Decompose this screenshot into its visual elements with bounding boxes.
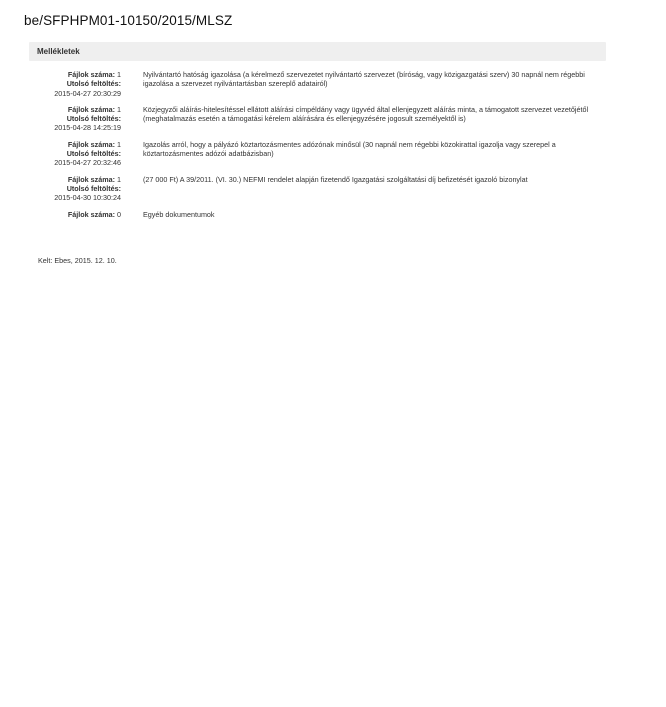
document-reference: be/SFPHPM01-10150/2015/MLSZ <box>24 13 233 28</box>
last-upload-value: 2015-04-28 14:25:19 <box>54 123 121 133</box>
attachment-description: Igazolás arról, hogy a pályázó köztartozásmentes adózónak minősül (30 napnál nem régebbi közokirattal igazolja vagy szerepel a köztartozásmentes adózói adatbázisban) <box>143 139 556 159</box>
files-count-value: 1 <box>117 70 121 79</box>
attachment-row <box>29 175 606 203</box>
last-upload-label: Utolsó feltöltés: <box>66 79 121 89</box>
last-upload-label: Utolsó feltöltés: <box>66 114 121 124</box>
attachment-meta <box>29 175 121 203</box>
signed-date: Kelt: Ebes, 2015. 12. 10. <box>38 256 117 265</box>
files-count-label: Fájlok száma: <box>67 139 115 149</box>
attachment-meta <box>29 105 121 133</box>
last-upload-label: Utolsó feltöltés: <box>66 183 121 193</box>
files-count-label: Fájlok száma: <box>67 104 115 114</box>
attachment-row <box>29 140 606 168</box>
attachment-description: Közjegyzői aláírás-hitelesítéssel ellátott aláírási címpéldány vagy ügyvéd által ellenjegyzett aláírás minta, a támogatott szervezet vezetőjétől (meghatalmazás esetén a támogatási kérelem aláírására és ellenjegyzésére jogosult személyektől is) <box>143 104 589 124</box>
attachment-meta <box>29 70 121 98</box>
attachments-section <box>29 42 606 226</box>
attachment-row <box>29 105 606 133</box>
last-upload-value: 2015-04-30 10:30:24 <box>54 193 121 203</box>
attachment-row <box>29 70 606 98</box>
files-count-value: 0 <box>117 209 121 219</box>
files-count-label: Fájlok száma: <box>67 209 115 219</box>
files-count-value: 1 <box>117 174 121 184</box>
attachment-meta <box>29 140 121 168</box>
attachment-description: Egyéb dokumentumok <box>143 209 215 219</box>
files-count-label: Fájlok száma: <box>67 174 115 184</box>
files-count-label: Fájlok száma: <box>67 70 115 79</box>
files-count-value: 1 <box>117 104 121 114</box>
attachment-description: Nyilvántartó hatóság igazolása (a kérelmező szervezetet nyilvántartó szervezet (bíróság, vagy közigazgatási szerv) 30 napnál nem régebbi igazolása a szervezet nyilvántartásban szereplő adatairól) <box>143 70 585 89</box>
attachments-list <box>29 70 606 219</box>
attachments-header: Mellékletek <box>29 42 606 61</box>
attachment-description: (27 000 Ft) A 39/2011. (VI. 30.) NEFMI rendelet alapján fizetendő Igazgatási szolgáltatási díj befizetését igazoló bizonylat <box>143 174 528 184</box>
attachment-row <box>29 210 606 219</box>
last-upload-label: Utolsó feltöltés: <box>66 149 121 159</box>
last-upload-value: 2015-04-27 20:32:46 <box>54 158 121 168</box>
attachment-meta <box>29 210 121 219</box>
last-upload-value: 2015-04-27 20:30:29 <box>54 88 121 98</box>
files-count-value: 1 <box>117 139 121 149</box>
